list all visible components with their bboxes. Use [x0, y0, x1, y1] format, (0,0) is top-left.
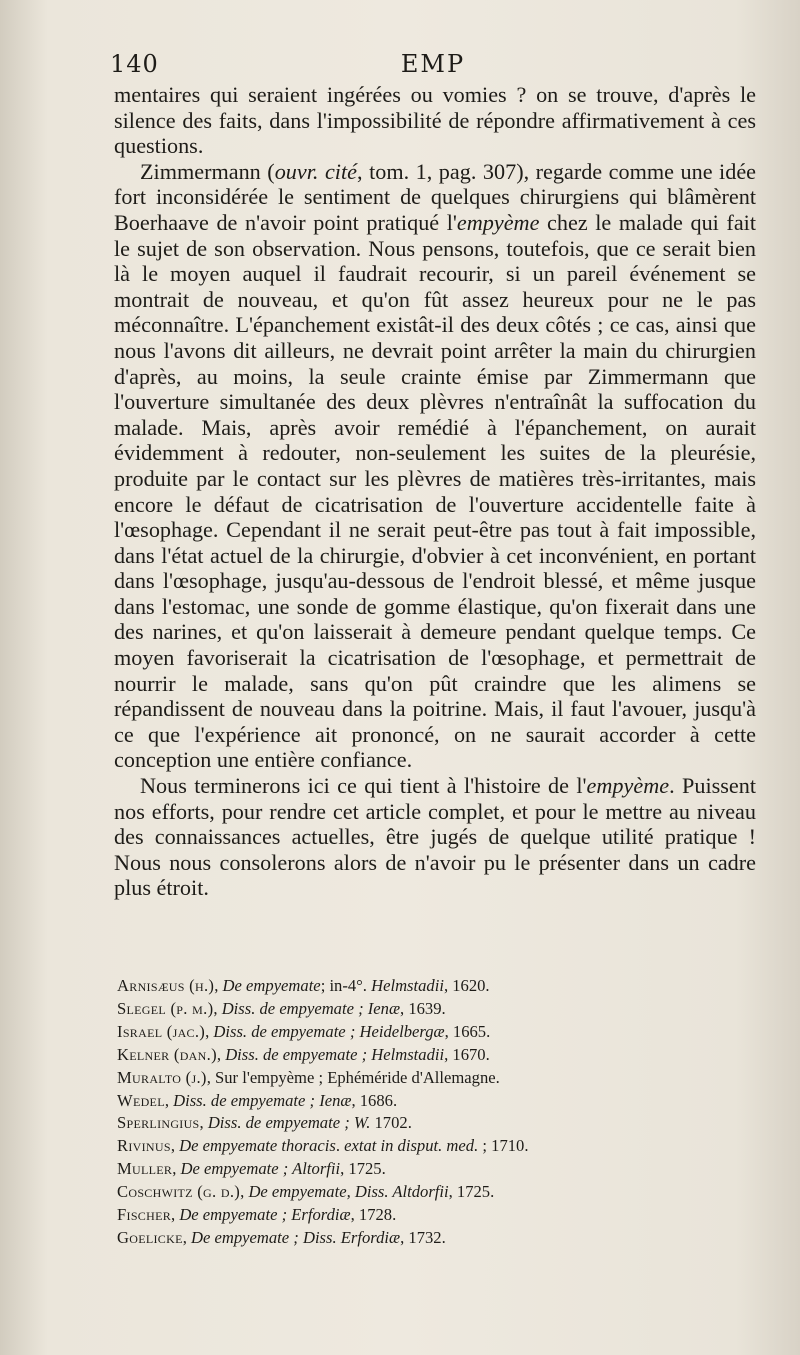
reference-title: Diss. de empyemate ; W.	[207, 1113, 371, 1133]
text-run: . Puissent nos efforts, pour rendre cet article complet, et pour le mettre au niveau des connaissances actuelles, être jugés de quelque utilité pratique ! Nous nous consolerons alors de n'avoir pu le présenter dans un cadre plus étroit.	[114, 773, 756, 901]
reference-text: ,	[205, 1021, 214, 1041]
text-run: Zimmermann (	[140, 158, 275, 184]
reference-entry	[117, 1181, 757, 1204]
reference-title: De empyemate ; Diss. Erfordiæ	[191, 1227, 401, 1247]
reference-text: , 1728.	[350, 1205, 397, 1225]
reference-text: ,	[214, 976, 223, 995]
reference-text: , 1670.	[444, 1044, 490, 1064]
reference-text: ,	[240, 1182, 249, 1202]
reference-entry	[117, 1021, 757, 1044]
reference-entry	[117, 1135, 757, 1158]
reference-entry	[117, 1067, 757, 1090]
page-header	[110, 50, 756, 82]
reference-text: , 1725.	[340, 1159, 386, 1179]
reference-title: Diss. de empyemate ; Helmstadii	[225, 1044, 445, 1064]
reference-author: Coschwitz (g. d.)	[117, 1182, 241, 1202]
reference-author: Wedel	[117, 1090, 165, 1110]
reference-text: ,	[199, 1113, 208, 1133]
paragraph	[114, 159, 756, 773]
reference-text: , 1620.	[443, 976, 490, 995]
reference-text: ,	[216, 1044, 226, 1064]
reference-title: Diss. de empyemate ; Ienæ	[173, 1090, 352, 1110]
reference-entry	[117, 1158, 757, 1181]
reference-text: ,	[182, 1227, 192, 1247]
reference-title: De empyemate thoracis	[179, 1136, 336, 1156]
reference-text: , 1732.	[400, 1227, 446, 1247]
reference-text: ; 1710.	[478, 1136, 529, 1156]
reference-author: Muller	[117, 1159, 173, 1179]
reference-text: ,	[164, 1090, 174, 1110]
reference-entry	[117, 1044, 757, 1067]
page-number: 140	[110, 50, 159, 78]
reference-title: extat in disput. med.	[344, 1136, 479, 1156]
text-run: chez le malade qui fait le sujet de son observation. Nous pensons, toutefois, que ce serait bien là le moyen auquel il faudrait recourir, si un pareil événement se montrait de nouveau, et qu'on fût assez heureux pour ne le pas méconnaître. L'épanchement existât-il des deux côtés ; ce cas, ainsi que nous l'avons dit ailleurs, ne devrait point arrêter la main du chirurgien d'après, au moins, la seule crainte émise par Zimmermann que l'ouverture simultanée des deux plèvres n'entraînât la suffocation du malade. Mais, après avoir remédié à l'épanchement, on aurait évidemment à redouter, non-seulement les suites de la pleurésie, produite par le contact sur les plèvres de matières très-irritantes, mais encore le défaut de cicatrisation de l'ouverture accidentelle faite à l'œsophage. Cependant il ne serait peut-être pas tout à fait impossible, dans l'état actuel de la chirurgie, d'obvier à cet inconvénient, en portant dans l'œsophage, jusqu'au-dessous de l'endroit blessé, et même jusque dans l'estomac, une sonde de gomme élastique, qu'on fixerait dans une des narines, et qu'on laisserait à demeure pendant quelque temps. Ce moyen favoriserait la cicatrisation de l'œsophage, et permettrait de nourrir le malade, sans qu'on pût craindre que les alimens se répandissent de nouveau dans la poitrine. Mais, il faut l'avouer, jusqu'à ce que l'expérience ait prononcé, on ne saurait accorder à cette conception une entière confiance.	[114, 209, 756, 773]
reference-text: , 1725.	[448, 1182, 495, 1202]
text-run: Nous terminerons ici ce qui tient à l'histoire de l'	[140, 773, 587, 799]
reference-text: , 1665.	[444, 1021, 491, 1041]
paragraph	[114, 82, 756, 159]
reference-author: Sperlingius	[117, 1113, 200, 1133]
bibliography	[117, 975, 757, 1250]
reference-text: ; in-4°.	[320, 976, 372, 995]
reference-author: Slegel (p. m.)	[117, 998, 214, 1018]
running-head: EMP	[400, 50, 466, 78]
reference-title: De empyemate	[222, 976, 321, 995]
reference-text: , 1639.	[400, 998, 446, 1018]
reference-text: .	[335, 1136, 345, 1156]
italic-text: empyème	[456, 209, 540, 235]
italic-text: ouvr. cité	[274, 158, 357, 184]
paragraph	[114, 773, 756, 901]
reference-text: , Sur l'empyème ; Ephéméride d'Allemagne.	[206, 1067, 500, 1087]
reference-entry	[117, 1227, 757, 1250]
reference-text: 1702.	[370, 1113, 412, 1133]
reference-author: Kelner (dan.)	[117, 1044, 217, 1064]
reference-text: ,	[213, 998, 222, 1018]
text-run: , tom. 1, pag. 307), regarde comme une idée fort inconsidérée le sentiment de quelques chirurgiens qui blâmèrent Boerhaave de n'avoir point pratiqué l'	[114, 158, 757, 235]
reference-title: Helmstadii	[371, 976, 444, 995]
reference-author: Goelicke	[117, 1227, 183, 1247]
reference-title: Diss. de empyemate ; Ienæ	[221, 998, 401, 1018]
reference-entry	[117, 1204, 757, 1227]
reference-text: ,	[170, 1136, 180, 1156]
reference-text: ,	[172, 1159, 181, 1179]
reference-title: Diss. de empyemate ; Heidelbergæ	[213, 1021, 445, 1041]
reference-author: Israel (jac.)	[117, 1021, 206, 1041]
body-text	[114, 82, 756, 901]
reference-text: ,	[171, 1205, 180, 1225]
reference-author: Rivinus	[117, 1136, 171, 1156]
reference-author: Muralto (j.)	[117, 1067, 207, 1087]
italic-text: empyème	[586, 773, 670, 799]
reference-author: Fischer	[117, 1205, 172, 1225]
reference-title: De empyemate, Diss. Altdorfii	[248, 1182, 449, 1202]
reference-entry	[117, 998, 757, 1021]
text-run: mentaires qui seraient ingérées ou vomies ? on se trouve, d'après le silence des faits, dans l'impossibilité de répondre affirmativement à ces questions.	[114, 82, 756, 159]
reference-entry	[117, 1112, 757, 1135]
reference-title: De empyemate ; Erfordiæ	[179, 1205, 351, 1225]
reference-entry	[117, 975, 757, 998]
reference-text: , 1686.	[351, 1090, 398, 1110]
reference-title: De empyemate ; Altorfii	[180, 1159, 341, 1179]
reference-author: Arnisæus (h.)	[117, 976, 215, 995]
reference-entry	[117, 1090, 757, 1113]
